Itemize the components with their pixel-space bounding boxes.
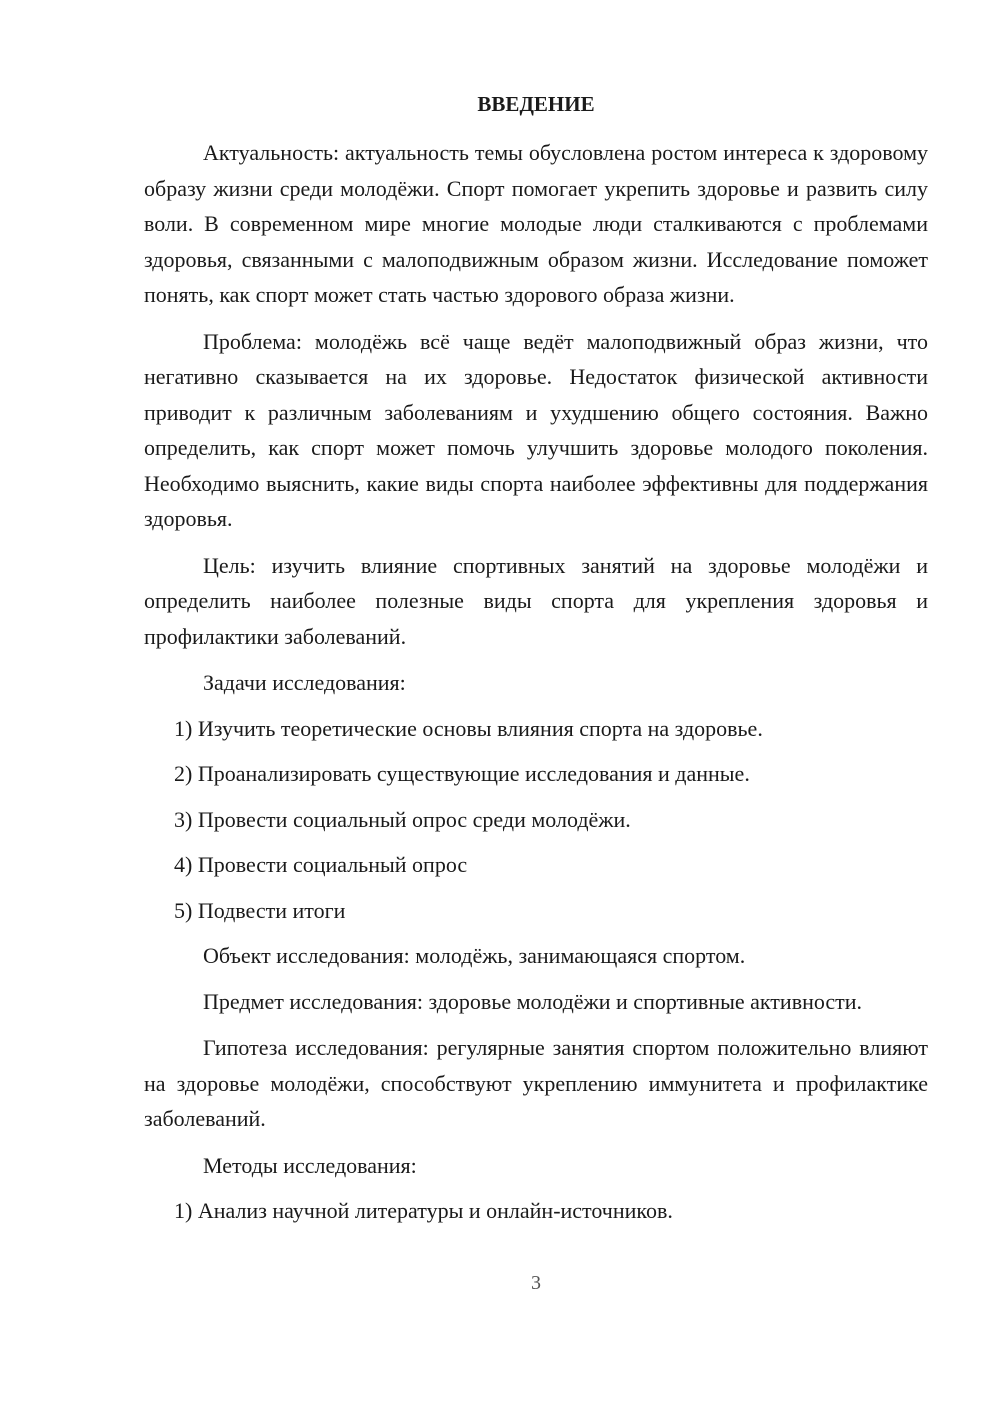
section-heading: ВВЕДЕНИЕ — [477, 92, 595, 116]
subject-paragraph: Предмет исследования: здоровье молодёжи и спортивные активности. — [203, 988, 863, 1014]
task-item: 4) Провести социальный опрос — [174, 852, 468, 877]
relevance-paragraph: Актуальность: актуальность темы обусловлена ростом интереса к здоровому образу жизни среди молодёжи. Спорт помогает укрепить здоровье и развить силу воли. В современном мире многие молодые люди сталкиваются с проблемами здоровья, связанными с малоподвижным образом жизни. Исследование поможет понять, как спорт может стать частью здорового образа жизни. — [144, 140, 928, 307]
task-item: 2) Проанализировать существующие исследования и данные. — [174, 761, 750, 786]
hypothesis-paragraph: Гипотеза исследования: регулярные занятия спортом положительно влияют на здоровье молодёжи, способствуют укреплению иммунитета и профилактике заболеваний. — [144, 1035, 928, 1131]
tasks-title: Задачи исследования: — [203, 670, 406, 695]
document-page — [144, 92, 928, 1239]
object-paragraph: Объект исследования: молодёжь, занимающаяся спортом. — [203, 943, 746, 968]
goal-paragraph: Цель: изучить влияние спортивных занятий на здоровье молодёжи и определить наиболее полезные виды спорта для укрепления здоровья и профилактики заболеваний. — [144, 552, 928, 649]
problem-paragraph: Проблема: молодёжь всё чаще ведёт малоподвижный образ жизни, что негативно сказывается на их здоровье. Недостаток физической активности приводит к различным заболеваниям и ухудшению общего состояния. Важно определить, как спорт может помочь улучшить здоровье молодого поколения. Необходимо выяснить, какие виды спорта наиболее эффективны для поддержания здоровья. — [144, 328, 928, 531]
task-item: 5) Подвести итоги — [174, 897, 346, 923]
task-item: 1) Изучить теоретические основы влияния спорта на здоровье. — [174, 715, 763, 741]
method-item: 1) Анализ научной литературы и онлайн-источников. — [174, 1198, 673, 1223]
task-item: 3) Провести социальный опрос среди молодёжи. — [174, 806, 631, 832]
page-number: 3 — [531, 1272, 541, 1294]
methods-title: Методы исследования: — [203, 1152, 417, 1178]
